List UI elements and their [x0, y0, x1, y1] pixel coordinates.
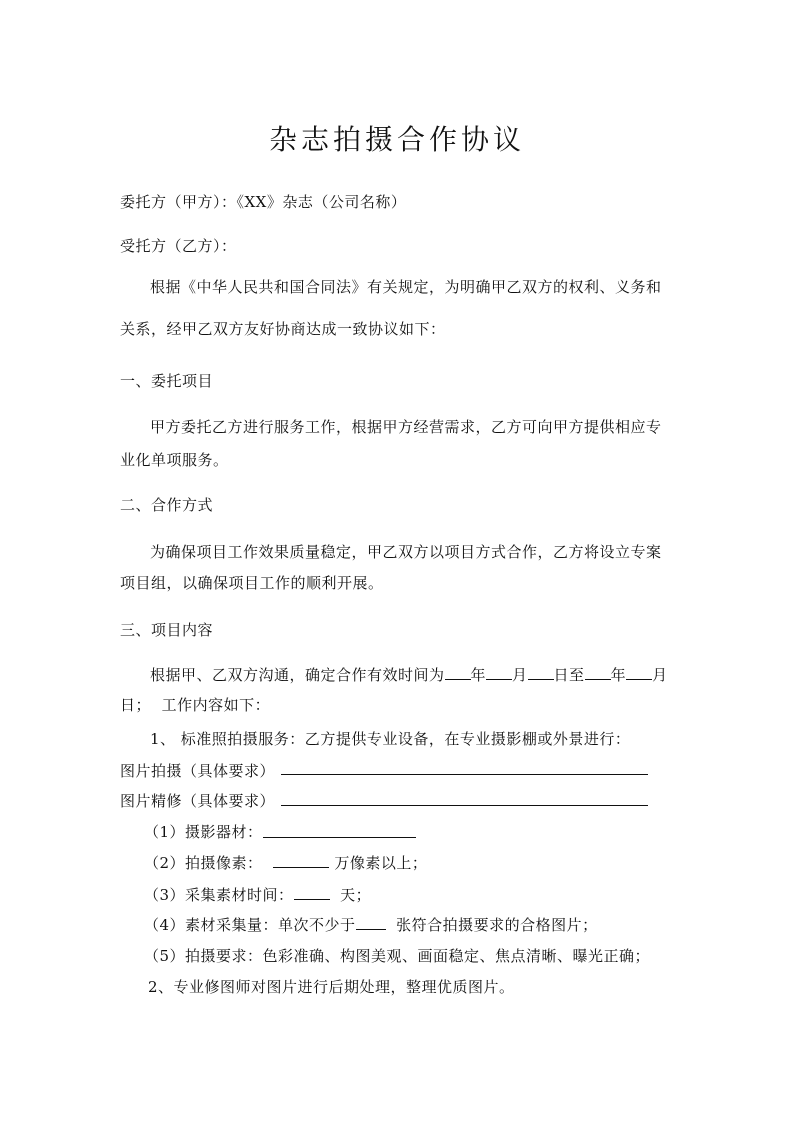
- item-2-line: 2、专业修图师对图片进行后期处理，整理优质图片。: [148, 978, 515, 996]
- intro-paragraph-line-1: 根据《中华人民共和国合同法》有关规定，为明确甲乙双方的权利、义务和: [150, 278, 662, 296]
- year-blank-2[interactable]: [585, 665, 611, 680]
- section-3-paragraph-line-2: [120, 694, 270, 715]
- year-blank-1[interactable]: [445, 665, 471, 680]
- day-to-label: 日至: [553, 666, 585, 684]
- section-1-heading: 一、委托项目: [120, 372, 214, 390]
- work-content-label: 工作内容如下：: [161, 696, 271, 714]
- section-2-paragraph-line-2: 项目组，以确保项目工作的顺利开展。: [120, 574, 384, 592]
- day-label-end: 日；: [120, 696, 152, 714]
- photo-shoot-label: 图片拍摄（具体要求）: [120, 762, 276, 780]
- month-label-2: 月: [652, 666, 668, 684]
- section-2-heading: 二、合作方式: [120, 496, 214, 514]
- sub-item-3: [144, 884, 371, 905]
- sub-item-1: （1）摄影器材：: [144, 823, 263, 841]
- section-3-paragraph-line-1: [150, 664, 668, 685]
- photo-retouch-label: 图片精修（具体要求）: [120, 792, 276, 810]
- document-title: 杂志拍摄合作协议: [268, 123, 525, 156]
- photo-retouch-field[interactable]: [281, 805, 648, 806]
- section-1-paragraph-line-2: 业化单项服务。: [120, 451, 229, 469]
- intro-paragraph-line-2: 关系，经甲乙双方友好协商达成一致协议如下：: [120, 320, 446, 338]
- sub-item-5: （5）拍摄要求：色彩准确、构图美观、画面稳定、焦点清晰、曝光正确；: [144, 947, 651, 965]
- day-blank-1[interactable]: [528, 665, 554, 680]
- pixel-blank[interactable]: [273, 853, 329, 868]
- month-blank-2[interactable]: [626, 665, 652, 680]
- section-3-heading: 三、项目内容: [120, 621, 214, 639]
- section-2-paragraph-line-1: 为确保项目工作效果质量稳定，甲乙双方以项目方式合作，乙方将设立专案: [150, 543, 662, 561]
- month-blank-1[interactable]: [486, 665, 512, 680]
- days-unit: 天；: [340, 886, 372, 904]
- sub-item-4: [144, 914, 598, 935]
- image-count-blank[interactable]: [356, 915, 386, 930]
- pixel-unit: 万像素以上；: [334, 854, 428, 872]
- collection-days-blank[interactable]: [294, 885, 330, 900]
- month-label-1: 月: [512, 666, 528, 684]
- year-label-2: 年: [610, 666, 627, 684]
- collection-time-label: （3）采集素材时间：: [144, 886, 294, 904]
- term-sentence: 根据甲、乙双方沟通，确定合作有效时间为: [150, 666, 445, 684]
- collection-amount-label: （4）素材采集量：单次不少于: [144, 916, 356, 934]
- sub-item-2: [144, 852, 427, 873]
- section-1-paragraph-line-1: 甲方委托乙方进行服务工作，根据甲方经营需求，乙方可向甲方提供相应专: [150, 418, 662, 436]
- item-1-line: 1、 标准照拍摄服务：乙方提供专业设备，在专业摄影棚或外景进行：: [150, 730, 631, 748]
- pixel-label: （2）拍摄像素：: [144, 854, 263, 872]
- image-count-unit: 张符合拍摄要求的合格图片；: [396, 916, 598, 934]
- party-b-line: 受托方（乙方）：: [120, 237, 237, 255]
- party-a-line: 委托方（甲方）：《XX》杂志（公司名称）: [120, 193, 407, 211]
- year-label-1: 年: [470, 666, 487, 684]
- camera-equipment-field[interactable]: [263, 837, 416, 838]
- photo-shoot-field[interactable]: [281, 774, 648, 775]
